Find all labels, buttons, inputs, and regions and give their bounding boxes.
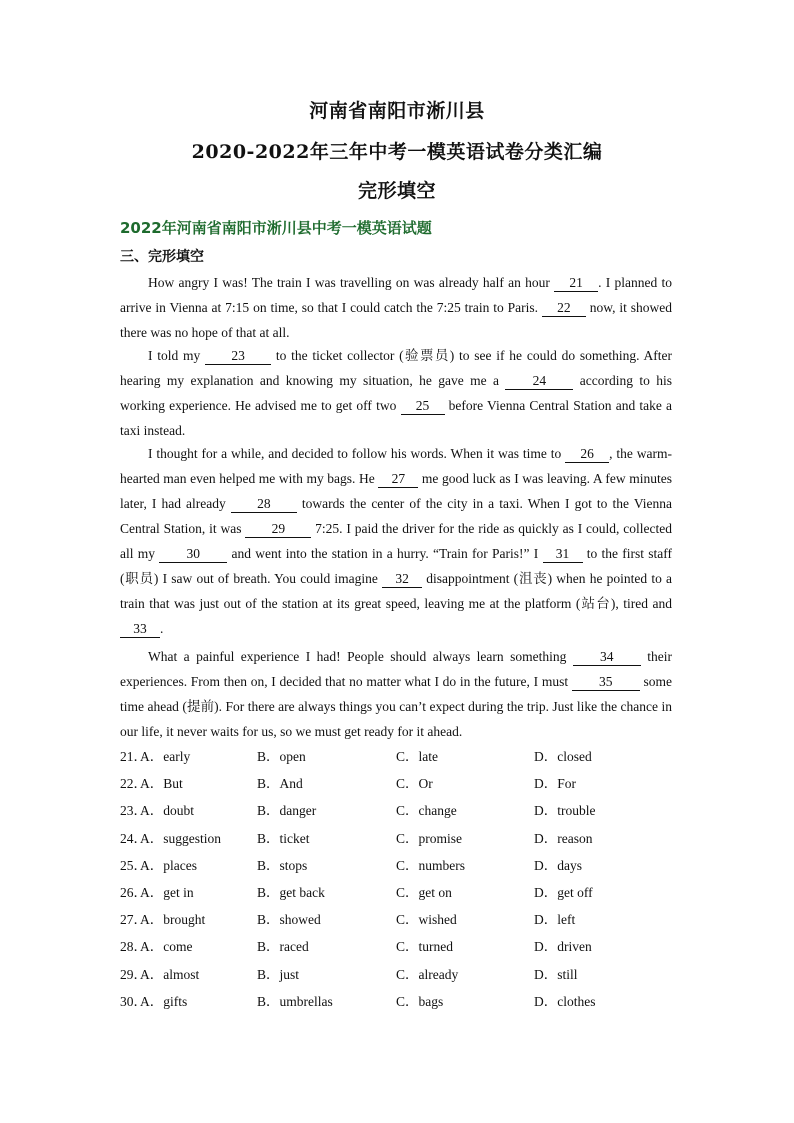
option-c: C．change (396, 803, 457, 819)
document-title-years: 2020-2022年三年中考一模英语试卷分类汇编 (191, 141, 603, 163)
question-number: 25． (120, 857, 147, 873)
paragraph-text: now, it showed there was no hope of that at all. (120, 300, 673, 340)
option-b: B．showed (257, 912, 321, 928)
blank-27: 27 (378, 471, 418, 488)
option-d: D．left (534, 912, 576, 928)
paragraph-text: and went into the station in a hurry. “Train for Paris!” I (227, 546, 543, 561)
question-number: 30． (120, 993, 147, 1009)
option-b: B．ticket (257, 830, 310, 846)
paragraph-text: . (160, 621, 164, 636)
option-b: B．danger (257, 803, 317, 819)
paragraph-text: disappointment (沮丧) when he pointed to a train that was just out of the station at its great speed, leaving me at the platform (站台), tired and (120, 571, 672, 611)
passage-paragraph-2 (120, 343, 672, 443)
option-b: B．stops (257, 857, 308, 873)
option-c: C．turned (396, 939, 453, 955)
blank-33: 33 (120, 621, 160, 638)
question-option-row (120, 908, 680, 935)
paragraph-text: their experiences. From then on, I decided that no matter what I do in the future, I must (120, 649, 672, 689)
option-d: D．get off (534, 884, 593, 900)
question-option-row (120, 881, 680, 908)
option-a: A．But (140, 776, 183, 792)
paragraph-text: before Vienna Central Station and take a taxi instead. (120, 398, 672, 438)
question-number: 21． (120, 749, 147, 764)
blank-28: 28 (231, 496, 297, 513)
option-b: B．open (257, 749, 306, 764)
option-d: D．reason (534, 830, 593, 846)
option-c: C．numbers (396, 857, 465, 873)
question-option-row (120, 963, 680, 990)
answer-options (120, 745, 680, 1017)
paragraph-text: What a painful experience I had! People should always learn something (148, 649, 573, 664)
blank-22: 22 (542, 300, 586, 317)
option-b: B．umbrellas (257, 993, 333, 1009)
option-c: C．promise (396, 830, 462, 846)
option-a: A．brought (140, 912, 206, 928)
question-option-row (120, 799, 680, 826)
blank-23: 23 (205, 348, 271, 365)
blank-25: 25 (401, 398, 445, 415)
blank-30: 30 (159, 546, 227, 563)
option-d: D．closed (534, 749, 592, 764)
option-b: B．raced (257, 939, 309, 955)
question-number: 22． (120, 776, 147, 792)
option-d: D．still (534, 966, 578, 982)
option-d: D．driven (534, 939, 592, 955)
blank-29: 29 (245, 521, 311, 538)
option-d: D．days (534, 857, 582, 873)
blank-35: 35 (572, 674, 640, 691)
option-a: A．come (140, 939, 193, 955)
option-a: A．doubt (140, 803, 194, 819)
option-b: B．And (257, 776, 303, 792)
paragraph-text: towards the center of the city in a taxi. When I got to the Vienna Central Station, it was (120, 496, 672, 536)
option-c: C．get on (396, 884, 452, 900)
question-number: 23． (120, 803, 147, 819)
option-a: A．get in (140, 884, 194, 900)
blank-24: 24 (505, 373, 573, 390)
option-c: C．wished (396, 912, 457, 928)
paragraph-text: to the ticket collector (验票员) to see if he could do something. After hearing my explanation and knowing my situation, he gave me a (120, 348, 673, 388)
question-option-row (120, 745, 680, 772)
question-number: 27． (120, 912, 147, 928)
section-heading: 三、完形填空 (120, 249, 204, 265)
blank-31: 31 (543, 546, 583, 563)
option-b: B．just (257, 966, 300, 982)
paragraph-text: according to his working experience. He advised me to get off two (120, 373, 672, 413)
document-title-topic: 完形填空 (357, 180, 436, 202)
passage-paragraph-3 (120, 441, 672, 641)
blank-34: 34 (573, 649, 641, 666)
option-c: C．Or (396, 776, 433, 792)
question-number: 26． (120, 884, 147, 900)
blank-21: 21 (554, 275, 598, 292)
paragraph-text: me good luck as I was leaving. A few minutes later, I had already (120, 471, 672, 511)
paragraph-text: some time ahead (提前). For there are always things you can’t expect during the trip. Just like the chance in our life, it never waits for us, so we must get ready for it ahead. (120, 674, 673, 739)
exam-subtitle: 2022年河南省南阳市淅川县中考一模英语试题 (120, 219, 432, 237)
question-number: 28． (120, 939, 147, 955)
paragraph-text: 7:25. I paid the driver for the ride as quickly as I could, collected all my (120, 521, 672, 561)
option-b: B．get back (257, 884, 325, 900)
option-a: A．almost (140, 966, 200, 982)
passage-paragraph-1 (120, 270, 672, 345)
option-a: A．gifts (140, 993, 188, 1009)
option-c: C．late (396, 749, 438, 764)
option-d: D．trouble (534, 803, 596, 819)
question-option-row (120, 772, 680, 799)
blank-26: 26 (565, 446, 609, 463)
paragraph-text: . I planned to arrive in Vienna at 7:15 on time, so that I could catch the 7:25 train to Paris. (120, 275, 672, 315)
paragraph-text: to the first staff (职员) I saw out of breath. You could imagine (120, 546, 673, 586)
paragraph-text: , the warm-hearted man even helped me with my bags. He (120, 446, 672, 486)
passage-paragraph-4 (120, 644, 672, 744)
option-c: C．bags (396, 993, 444, 1009)
paragraph-text: I thought for a while, and decided to follow his words. When it was time to (148, 446, 566, 461)
option-a: A．early (140, 749, 191, 764)
question-option-row (120, 827, 680, 854)
option-d: D．For (534, 776, 577, 792)
question-number: 24． (120, 830, 147, 846)
option-d: D．clothes (534, 993, 596, 1009)
option-c: C．already (396, 966, 459, 982)
paragraph-text: How angry I was! The train I was travelling on was already half an hour (148, 275, 555, 290)
question-number: 29． (120, 966, 147, 982)
question-option-row (120, 990, 680, 1017)
blank-32: 32 (382, 571, 422, 588)
question-option-row (120, 935, 680, 962)
document-title-region: 河南省南阳市淅川县 (309, 100, 485, 122)
paragraph-text: I told my (148, 348, 206, 363)
question-option-row (120, 854, 680, 881)
option-a: A．places (140, 857, 197, 873)
option-a: A．suggestion (140, 830, 221, 846)
